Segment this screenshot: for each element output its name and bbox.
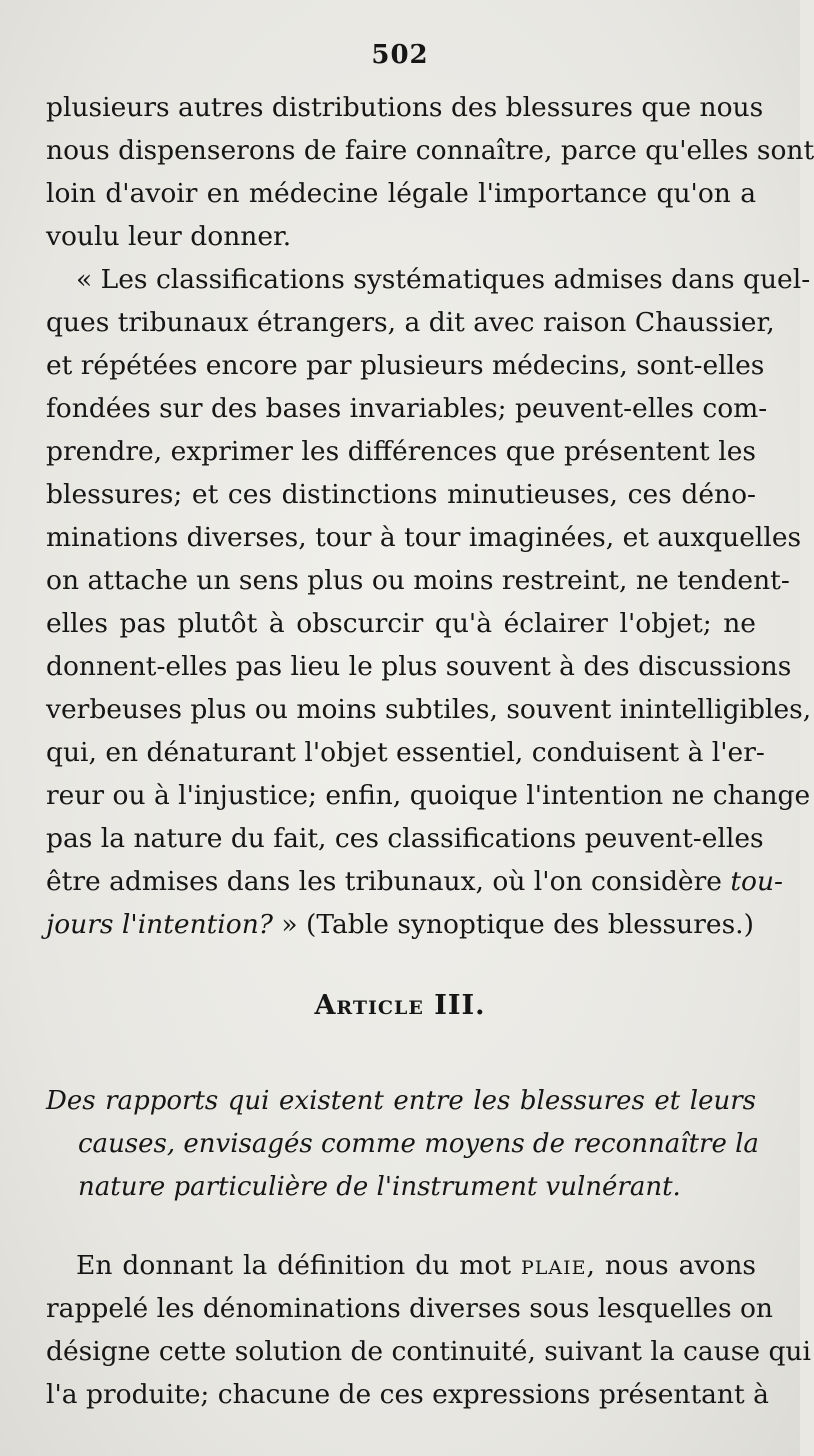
text-line: pas la nature du fait, ces classifications peuvent-elles <box>46 823 764 854</box>
text-line: minations diverses, tour à tour imaginées, et auxquelles <box>46 522 802 553</box>
subtitle-line: nature particulière de l'instrument vulnérant. <box>78 1172 681 1202</box>
text-line: l'a produite; chacune de ces expressions présentant à <box>46 1379 769 1410</box>
article-label: Article <box>314 990 424 1021</box>
text-segment: » (Table synoptique des blessures.) <box>272 909 754 940</box>
text-line: désigne cette solution de continuité, suivant la cause qui <box>46 1336 811 1367</box>
text-line: prendre, exprimer les différences que présentent les <box>46 436 756 467</box>
text-line: on attache un sens plus ou moins restreint, ne tendent- <box>46 565 790 596</box>
subtitle-line: causes, envisagés comme moyens de reconnaître la <box>78 1129 759 1159</box>
quotation-paragraph <box>46 258 812 946</box>
text-segment: , nous avons <box>586 1250 756 1281</box>
text-line <box>46 903 756 946</box>
text-line: blessures; et ces distinctions minutieuses, ces déno- <box>46 479 756 510</box>
text-line: « Les classifications systématiques admises dans quel- <box>76 264 811 295</box>
text-line: et répétées encore par plusieurs médecins, sont-elles <box>46 350 765 381</box>
italic-segment: tou- <box>730 866 783 897</box>
text-line: nous dispenserons de faire connaître, parce qu'elles sont <box>46 135 814 166</box>
subtitle-line: Des rapports qui existent entre les blessures et leurs <box>46 1086 756 1116</box>
body-paragraph <box>46 1244 811 1416</box>
article-number: III. <box>434 990 486 1021</box>
text-line <box>46 860 783 903</box>
text-line: rappelé les dénominations diverses sous lesquelles on <box>46 1293 774 1324</box>
smallcaps-term: plaie <box>521 1250 587 1281</box>
italic-segment: jours l'intention? <box>46 909 273 940</box>
article-subtitle <box>46 1080 759 1209</box>
article-heading <box>0 990 800 1021</box>
text-line: reur ou à l'injustice; enfin, quoique l'intention ne change <box>46 780 811 811</box>
text-segment: En donnant la définition du mot <box>76 1250 521 1281</box>
text-line: fondées sur des bases invariables; peuvent-elles com- <box>46 393 768 424</box>
text-segment: être admises dans les tribunaux, où l'on considère <box>46 866 731 897</box>
text-line <box>46 1244 756 1287</box>
text-line: qui, en dénaturant l'objet essentiel, conduisent à l'er- <box>46 737 765 768</box>
text-line: verbeuses plus ou moins subtiles, souvent inintelligibles, <box>46 694 812 725</box>
text-line: elles pas plutôt à obscurcir qu'à éclairer l'objet; ne <box>46 608 756 639</box>
text-line: donnent-elles pas lieu le plus souvent à des discussions <box>46 651 792 682</box>
text-line: voulu leur donner. <box>46 221 292 252</box>
page-number: 502 <box>371 40 429 70</box>
text-line: ques tribunaux étrangers, a dit avec raison Chaussier, <box>46 307 775 338</box>
paragraph-continuation <box>46 86 814 258</box>
text-line: plusieurs autres distributions des blessures que nous <box>46 92 764 123</box>
text-line: loin d'avoir en médecine légale l'importance qu'on a <box>46 178 756 209</box>
